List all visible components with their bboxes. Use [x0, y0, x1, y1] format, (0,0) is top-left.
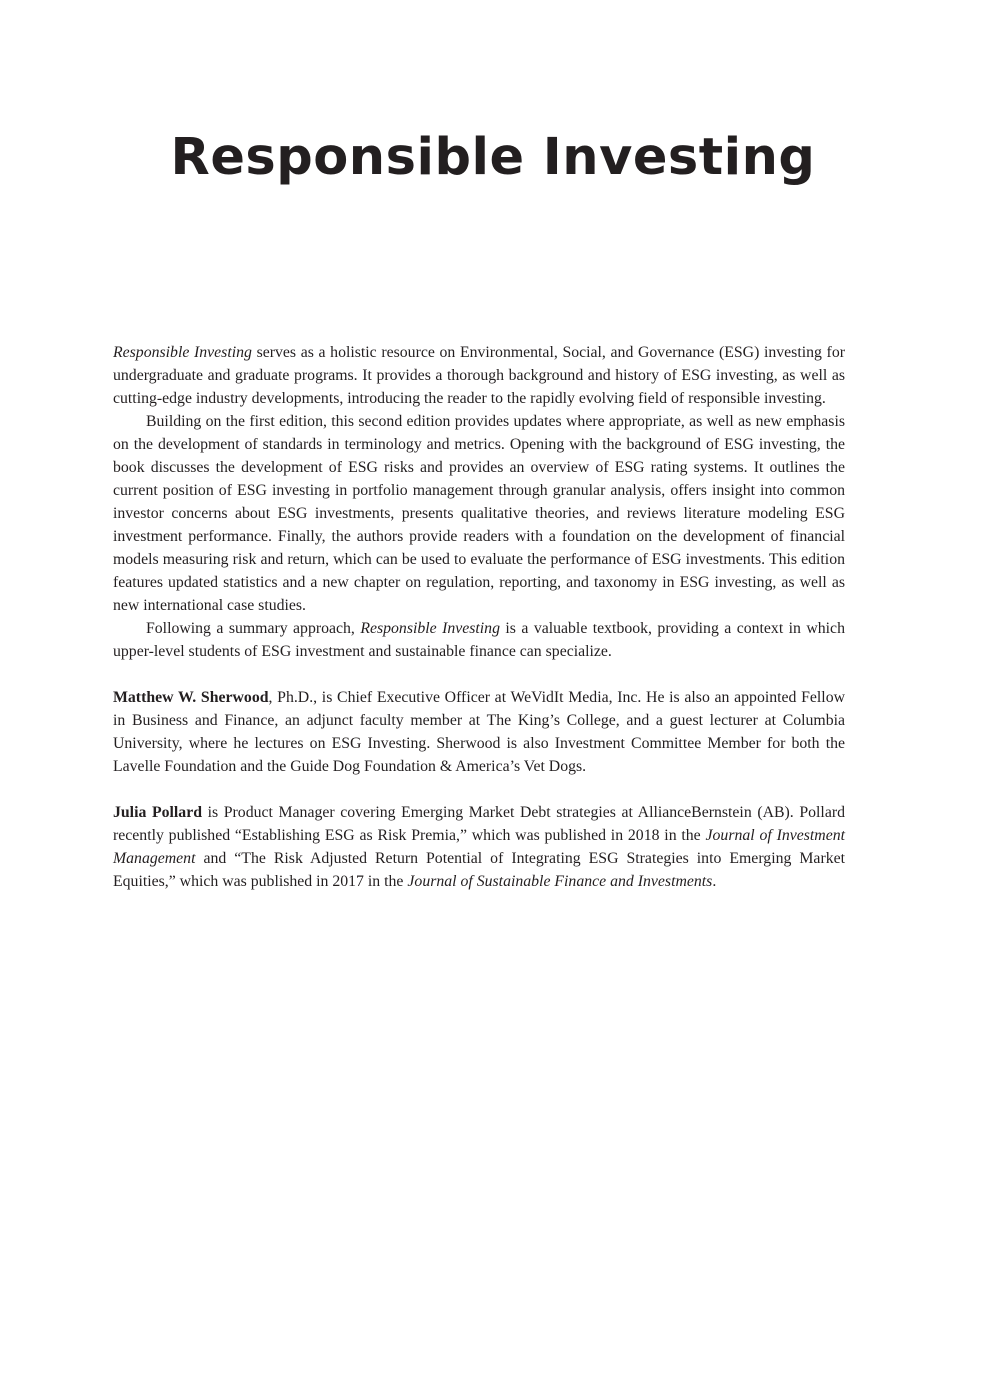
description-paragraph-1 — [113, 341, 845, 410]
description-text: serves as a holistic resource on Environmental, Social, and Governance (ESG) investing for undergraduate and graduate programs. It provides a thorough background and history of ESG investing, as well as cutting-edge industry developments, introducing the reader to the rapidly evolving field of responsible investing. — [113, 344, 845, 407]
description-text: Following a summary approach, — [146, 620, 361, 637]
author-name: Julia Pollard — [113, 804, 202, 821]
journal-title-italic: Journal of Sustainable Finance and Investments — [407, 873, 713, 890]
paragraph-spacer — [113, 663, 845, 686]
book-description — [113, 341, 845, 893]
author-bio-sherwood — [113, 686, 845, 778]
author-name: Matthew W. Sherwood — [113, 689, 269, 706]
page-title: Responsible Investing — [170, 128, 816, 187]
author-bio-text: and “The Risk Adjusted Return Potential of Integrating ESG Strategies into Emerging Market Equities,” which was published in 2017 in the — [113, 850, 845, 890]
paragraph-spacer — [113, 778, 845, 801]
author-bio-pollard — [113, 801, 845, 893]
author-bio-text: . — [712, 873, 717, 890]
description-text: is a valuable textbook, providing a context in which upper-level students of ESG investment and sustainable finance can specialize. — [113, 620, 845, 660]
book-title-italic: Responsible Investing — [360, 620, 500, 637]
description-paragraph-3 — [113, 617, 845, 663]
author-bio-text: , Ph.D., is Chief Executive Officer at WeVidIt Media, Inc. He is also an appointed Fellow in Business and Finance, an adjunct faculty member at The King’s College, and a guest lecturer at Columbia University, where he lectures on ESG Investing. Sherwood is also Investment Committee Member for both the Lavelle Foundation and the Guide Dog Foundation & America’s Vet Dogs. — [113, 689, 846, 775]
description-paragraph-2 — [113, 410, 845, 617]
journal-title-italic: Journal of Investment Management — [113, 827, 845, 867]
description-text: Building on the first edition, this second edition provides updates where appropriate, as well as new emphasis on the development of standards in terminology and metrics. Opening with the background of ESG investing, the book discusses the development of ESG risks and provides an overview of ESG rating systems. It outlines the current position of ESG investing in portfolio management through granular analysis, offers insight into common investor concerns about ESG investments, presents qualitative theories, and reviews literature modeling ESG investment performance. Finally, the authors provide readers with a foundation on the development of financial models measuring risk and return, which can be used to evaluate the performance of ESG investments. This edition features updated statistics and a new chapter on regulation, reporting, and taxonomy in ESG investing, as well as new international case studies. — [113, 413, 845, 614]
author-bio-text: is Product Manager covering Emerging Market Debt strategies at AllianceBernstein (AB). Pollard recently published “Establishing ESG as Risk Premia,” which was published in 2018 in the — [113, 804, 845, 844]
book-title-italic: Responsible Investing — [113, 344, 252, 361]
